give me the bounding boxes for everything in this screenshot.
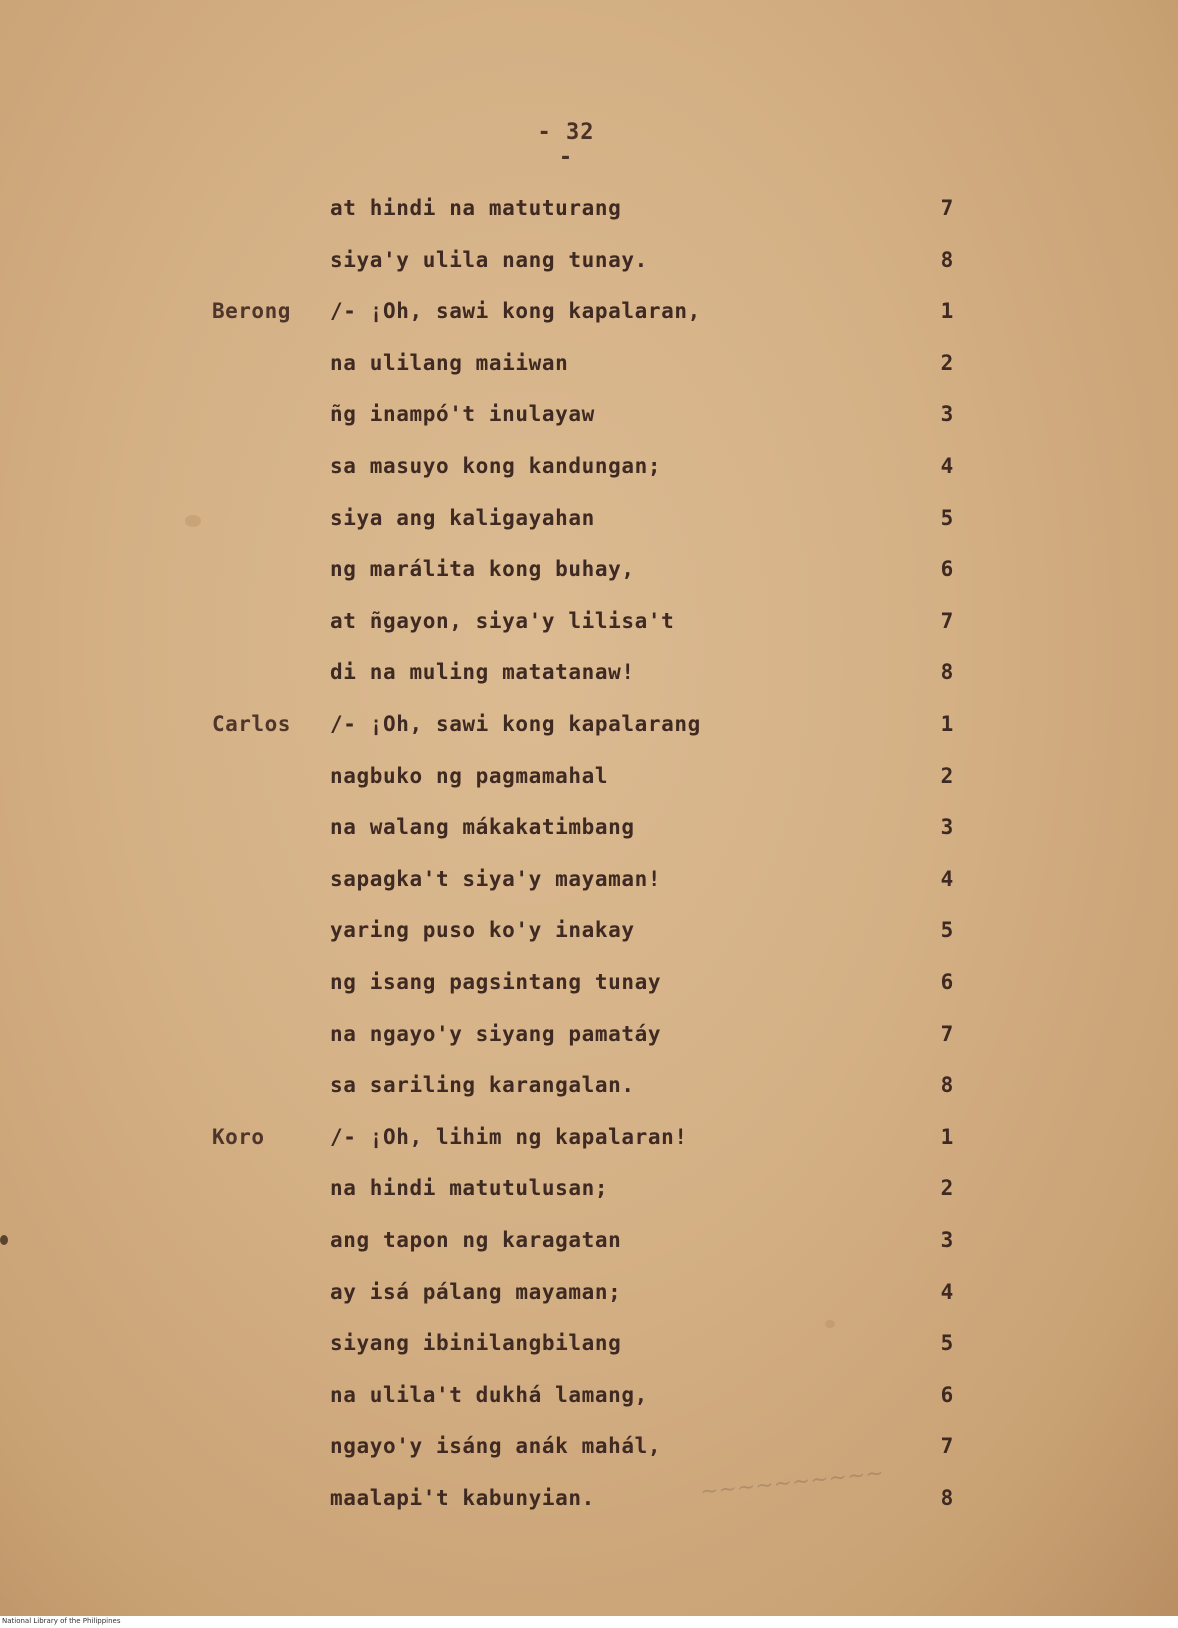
verse-line <box>0 756 1178 796</box>
line-number: 5 <box>940 505 954 530</box>
verse-line <box>0 704 1178 744</box>
page-number: - 32 - <box>537 120 595 170</box>
verse-line <box>0 1426 1178 1466</box>
verse-text: /- ¡Oh, sawi kong kapalaran, <box>330 299 701 324</box>
verse-text: ng isang pagsintang tunay <box>330 970 662 994</box>
line-number: 1 <box>940 1124 954 1149</box>
verse-line <box>0 394 1178 434</box>
line-number: 8 <box>940 1073 954 1098</box>
verse-text: /- ¡Oh, lihim ng kapalaran! <box>330 1124 688 1149</box>
line-number: 1 <box>940 712 954 736</box>
line-number: 8 <box>940 660 954 685</box>
verse-line <box>0 240 1178 280</box>
verse-line <box>0 498 1178 538</box>
line-number: 5 <box>940 918 954 943</box>
verse-text: at ñgayon, siya'y lilisa't <box>330 608 675 633</box>
line-number: 6 <box>940 557 954 582</box>
line-number: 4 <box>940 1279 954 1304</box>
verse-text: di na muling matatanaw! <box>330 660 635 685</box>
verse-text: yaring puso ko'y inakay <box>330 918 635 943</box>
speaker-name: Koro <box>212 1124 265 1149</box>
footer-credit: National Library of the Philippines <box>2 1617 121 1625</box>
verse-line <box>0 1117 1178 1157</box>
verse-text: sa sariling karangalan. <box>330 1073 635 1098</box>
line-number: 7 <box>940 608 954 633</box>
verse-line <box>0 1478 1178 1518</box>
verse-line <box>0 1272 1178 1312</box>
line-number: 3 <box>940 402 954 427</box>
verse-text: siya ang kaligayahan <box>330 505 595 530</box>
verse-line <box>0 549 1178 589</box>
verse-line <box>0 291 1178 331</box>
verse-text: ñg inampó't inulayaw <box>330 402 595 427</box>
verse-line <box>0 1220 1178 1260</box>
verse-text: at hindi na matuturang <box>330 196 622 220</box>
line-number: 7 <box>940 1021 954 1046</box>
line-number: 8 <box>940 247 954 272</box>
verse-text: siya'y ulila nang tunay. <box>330 247 648 272</box>
line-number: 2 <box>940 350 954 375</box>
verse-text: na ulila't dukhá lamang, <box>330 1382 648 1407</box>
verse-text: na walang mákakatimbang <box>330 815 635 840</box>
verse-text: na ngayo'y siyang pamatáy <box>330 1021 662 1046</box>
verse-line <box>0 446 1178 486</box>
footer-bar <box>0 1616 1178 1628</box>
pencil-scribble: ~~~~~~~~~~ <box>699 1460 886 1505</box>
verse-line <box>0 1065 1178 1105</box>
verse-line <box>0 962 1178 1002</box>
verse-line <box>0 652 1178 692</box>
verse-text: nagbuko ng pagmamahal <box>330 763 609 788</box>
line-number: 1 <box>940 299 954 324</box>
verse-line <box>0 910 1178 950</box>
verse-text: ng marálita kong buhay, <box>330 557 635 582</box>
verse-text: siyang ibinilangbilang <box>330 1331 622 1356</box>
verse-text: /- ¡Oh, sawi kong kapalarang <box>330 712 701 736</box>
verse-line <box>0 343 1178 383</box>
verse-line <box>0 1323 1178 1363</box>
line-number: 5 <box>940 1331 954 1356</box>
verse-text: maalapi't kabunyian. <box>330 1486 595 1510</box>
verse-text: ay isá pálang mayaman; <box>330 1279 622 1304</box>
speaker-name: Berong <box>212 299 291 324</box>
line-number: 7 <box>940 1434 954 1459</box>
line-number: 3 <box>940 1228 954 1252</box>
line-number: 2 <box>940 763 954 788</box>
line-number: 6 <box>940 1382 954 1407</box>
line-number: 8 <box>940 1486 954 1510</box>
line-number: 4 <box>940 866 954 891</box>
verse-line <box>0 1375 1178 1415</box>
verse-line <box>0 859 1178 899</box>
line-number: 2 <box>940 1176 954 1201</box>
verse-text: ang tapon ng karagatan <box>330 1228 622 1252</box>
verse-line <box>0 807 1178 847</box>
verse-line <box>0 1168 1178 1208</box>
verse-line <box>0 1014 1178 1054</box>
line-number: 3 <box>940 815 954 840</box>
verse-text: na hindi matutulusan; <box>330 1176 609 1201</box>
verse-text: sa masuyo kong kandungan; <box>330 454 662 478</box>
verse-line <box>0 601 1178 641</box>
line-number: 4 <box>940 454 954 478</box>
verse-text: sapagka't siya'y mayaman! <box>330 866 662 891</box>
speaker-name: Carlos <box>212 712 291 736</box>
verse-text: na ulilang maiiwan <box>330 350 569 375</box>
verse-line <box>0 188 1178 228</box>
line-number: 6 <box>940 970 954 994</box>
line-number: 7 <box>940 196 954 220</box>
verse-text: ngayo'y isáng anák mahál, <box>330 1434 662 1459</box>
